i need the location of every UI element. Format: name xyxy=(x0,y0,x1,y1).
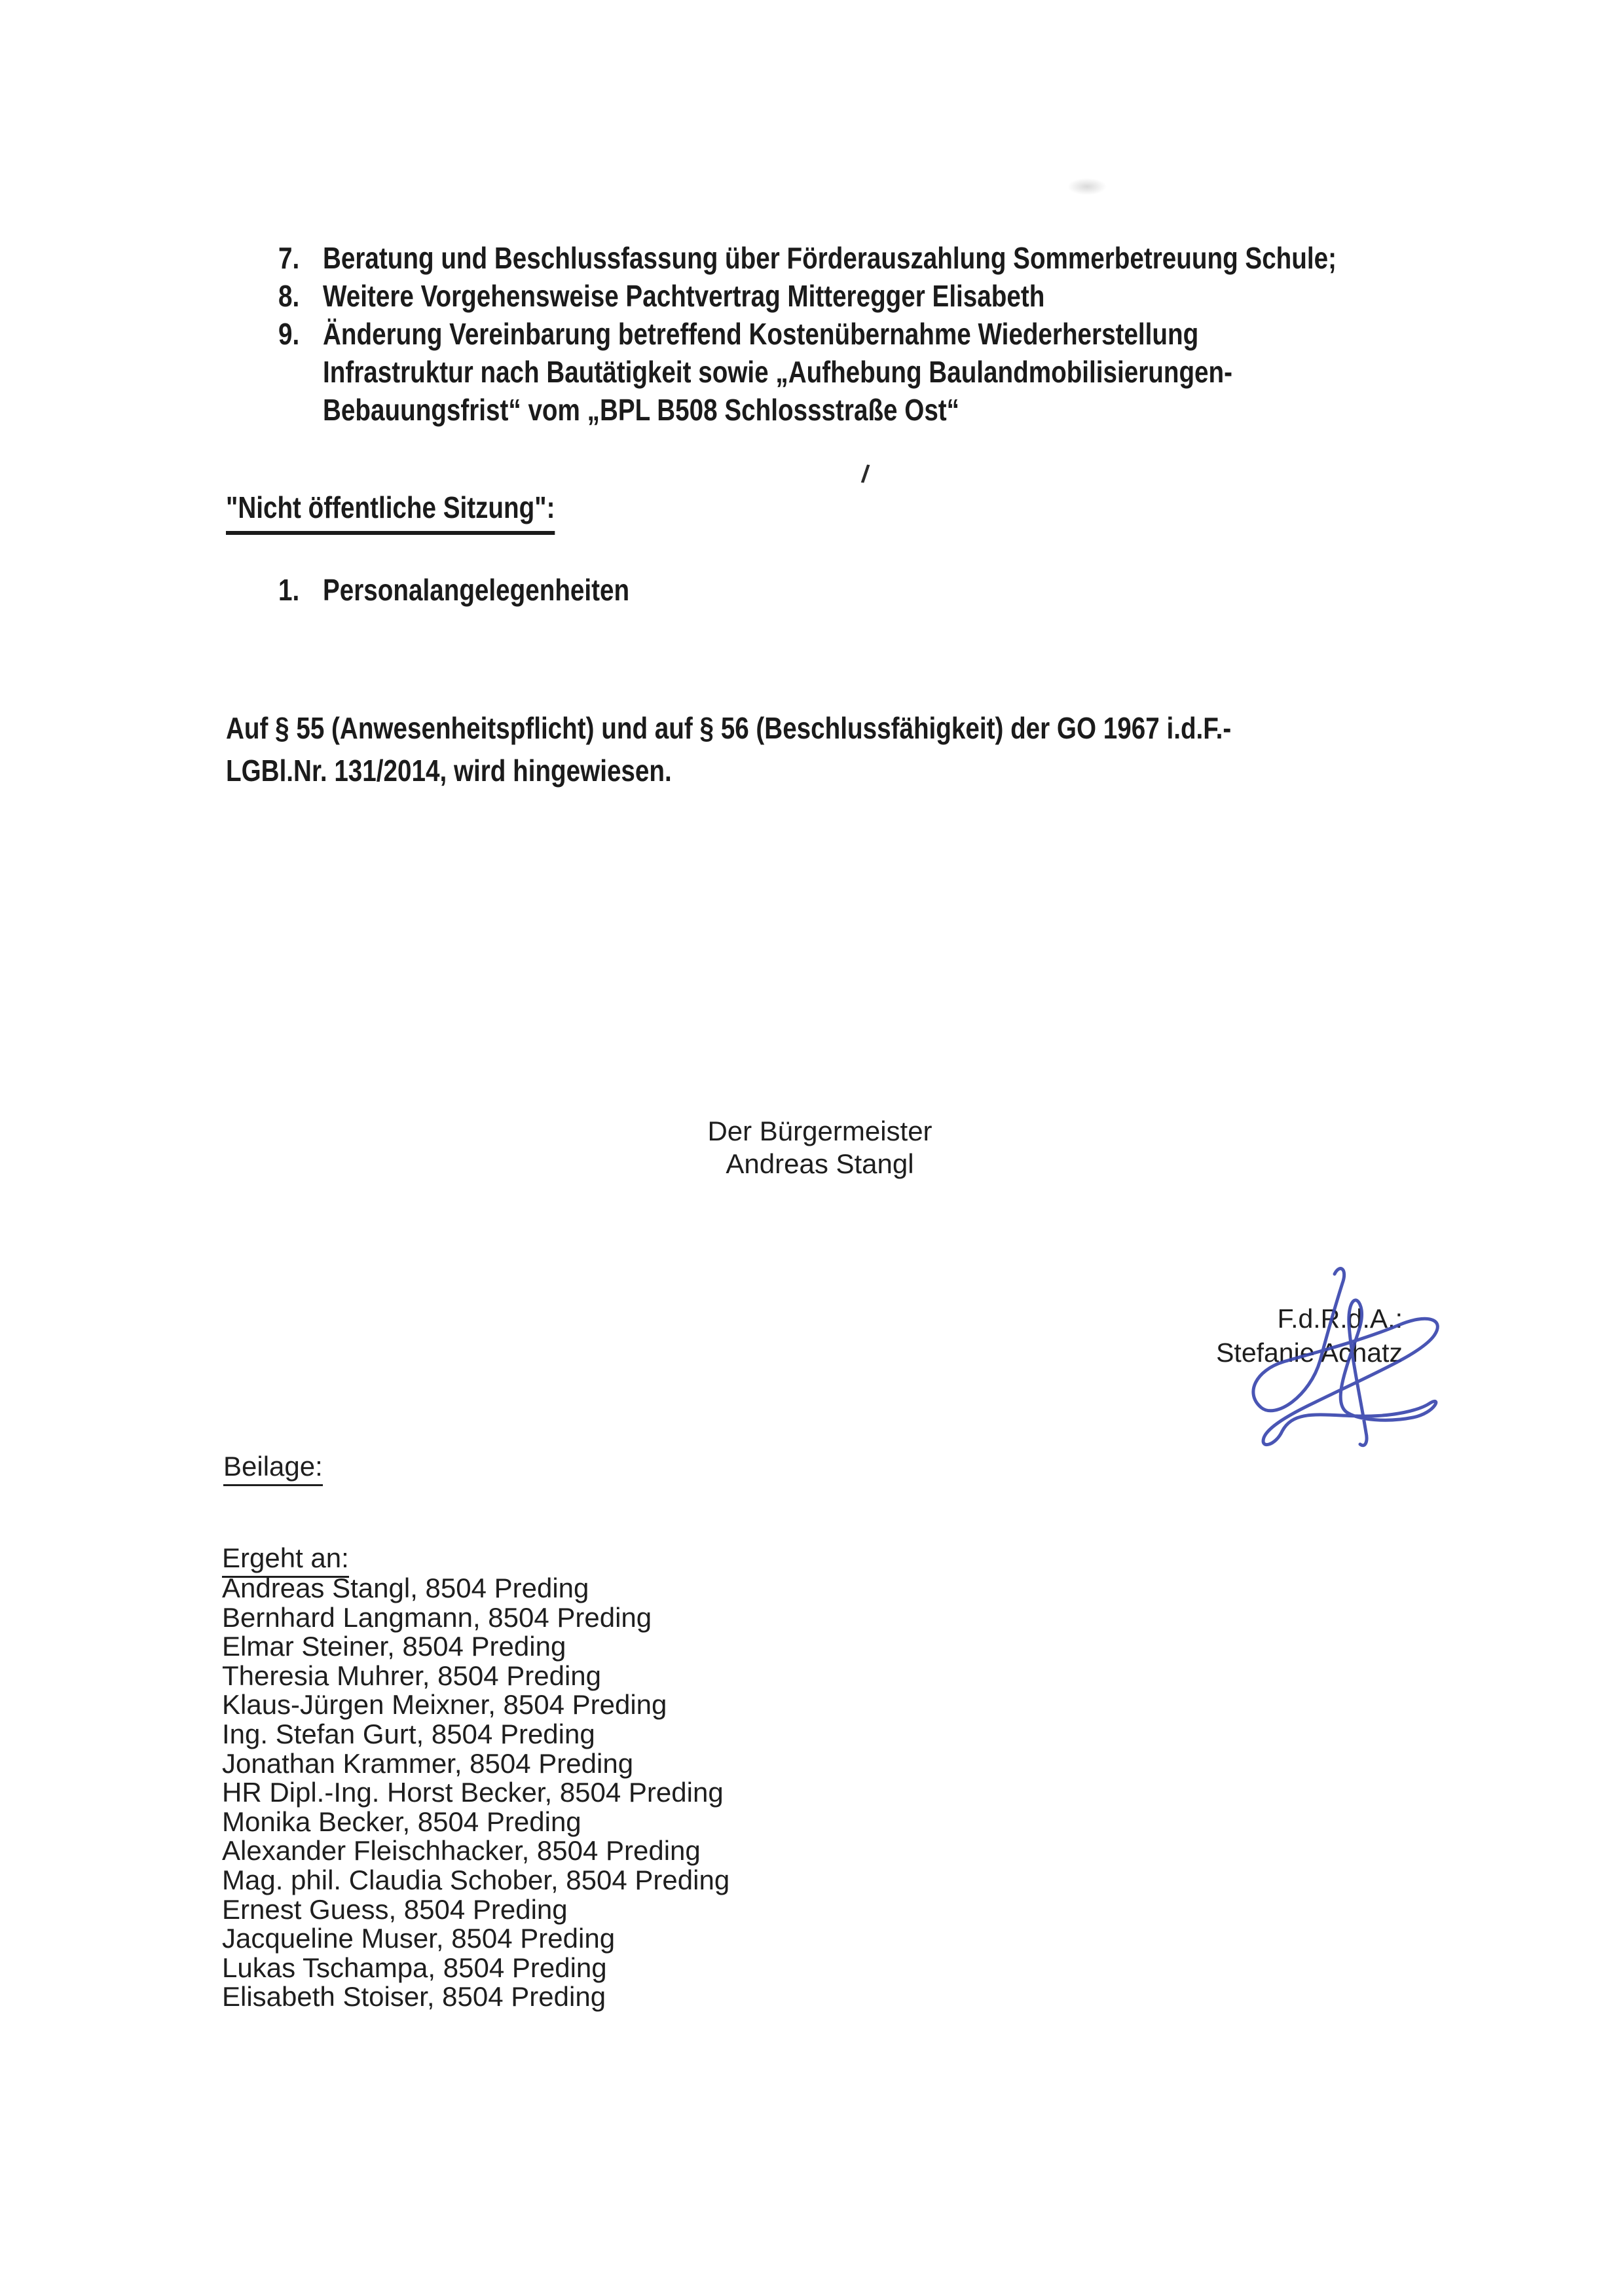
recipient-row: Theresia Muhrer, 8504 Preding xyxy=(222,1660,601,1691)
recipient-list xyxy=(222,1574,729,2012)
recipient-row: Alexander Fleischhacker, 8504 Preding xyxy=(222,1835,701,1867)
item-text xyxy=(323,571,688,609)
item-number: 7. xyxy=(278,241,300,275)
recipient-row: Elmar Steiner, 8504 Preding xyxy=(222,1631,566,1662)
recipient-row: Ernest Guess, 8504 Preding xyxy=(222,1893,568,1925)
attestation-block xyxy=(1113,1302,1403,1370)
non-public-session-heading xyxy=(226,488,618,535)
item-text xyxy=(323,277,1182,315)
recipient-row: Jacqueline Muser, 8504 Preding xyxy=(222,1923,616,1954)
non-public-item xyxy=(278,571,688,609)
item-number: 9. xyxy=(278,317,300,351)
recipient-row: Mag. phil. Claudia Schober, 8504 Preding xyxy=(222,1864,730,1895)
recipient-row: Andreas Stangl, 8504 Preding xyxy=(222,1573,589,1603)
recipient-row: Bernhard Langmann, 8504 Preding xyxy=(222,1601,652,1633)
legal-notice-paragraph xyxy=(226,707,1423,792)
signatory-block xyxy=(655,1115,985,1180)
item-text xyxy=(323,315,1406,429)
agenda-list xyxy=(278,239,1530,429)
attachment-heading xyxy=(223,1451,323,1486)
item-number: 8. xyxy=(278,279,300,313)
item-text xyxy=(323,239,1530,277)
item-text-line: Änderung Vereinbarung betreffend Kostenübernahme Wiederherstellung xyxy=(323,317,1199,351)
item-text-line: Personalangelegenheiten xyxy=(323,573,630,607)
scan-smudge xyxy=(1067,178,1107,195)
attachment-label: Beilage: xyxy=(223,1451,323,1486)
recipient-row: Klaus-Jürgen Meixner, 8504 Preding xyxy=(222,1689,667,1721)
recipient-row: Elisabeth Stoiser, 8504 Preding xyxy=(222,1981,606,2013)
item-text-line: Beratung und Beschlussfassung über Förderauszahlung Sommerbetreuung Schule; xyxy=(323,241,1337,275)
recipient-row: Lukas Tschampa, 8504 Preding xyxy=(222,1952,607,1983)
agenda-item xyxy=(278,315,1530,429)
agenda-item xyxy=(278,277,1530,315)
attestation-name: Stefanie Achatz xyxy=(1216,1338,1403,1368)
legal-notice-line: Auf § 55 (Anwesenheitspflicht) und auf § 56 (Beschlussfähigkeit) der GO 1967 i.d.F.- xyxy=(226,711,1232,745)
item-text-line: Infrastruktur nach Bautätigkeit sowie „Aufhebung Baulandmobilisierungen- xyxy=(323,355,1233,389)
distribution-label: Ergeht an: xyxy=(222,1542,349,1578)
item-number: 1. xyxy=(278,573,300,607)
stray-scan-mark: / xyxy=(860,460,871,489)
recipient-row: Monika Becker, 8504 Preding xyxy=(222,1806,581,1837)
recipient-row: HR Dipl.-Ing. Horst Becker, 8504 Preding xyxy=(222,1777,724,1808)
item-text-line: Weitere Vorgehensweise Pachtvertrag Mitteregger Elisabeth xyxy=(323,279,1045,313)
recipient-row: Jonathan Krammer, 8504 Preding xyxy=(222,1747,634,1779)
signatory-name: Andreas Stangl xyxy=(726,1148,914,1179)
item-text-line: Bebauungsfrist“ vom „BPL B508 Schlossstraße Ost“ xyxy=(323,393,960,427)
non-public-session-heading-text: "Nicht öffentliche Sitzung": xyxy=(226,488,555,535)
recipient-row: Ing. Stefan Gurt, 8504 Preding xyxy=(222,1718,595,1749)
legal-notice-line: LGBl.Nr. 131/2014, wird hingewiesen. xyxy=(226,754,672,788)
attestation-abbr: F.d.R.d.A.: xyxy=(1277,1303,1403,1334)
signatory-title: Der Bürgermeister xyxy=(707,1116,932,1146)
agenda-item xyxy=(278,239,1530,277)
non-public-item-list xyxy=(278,571,688,609)
